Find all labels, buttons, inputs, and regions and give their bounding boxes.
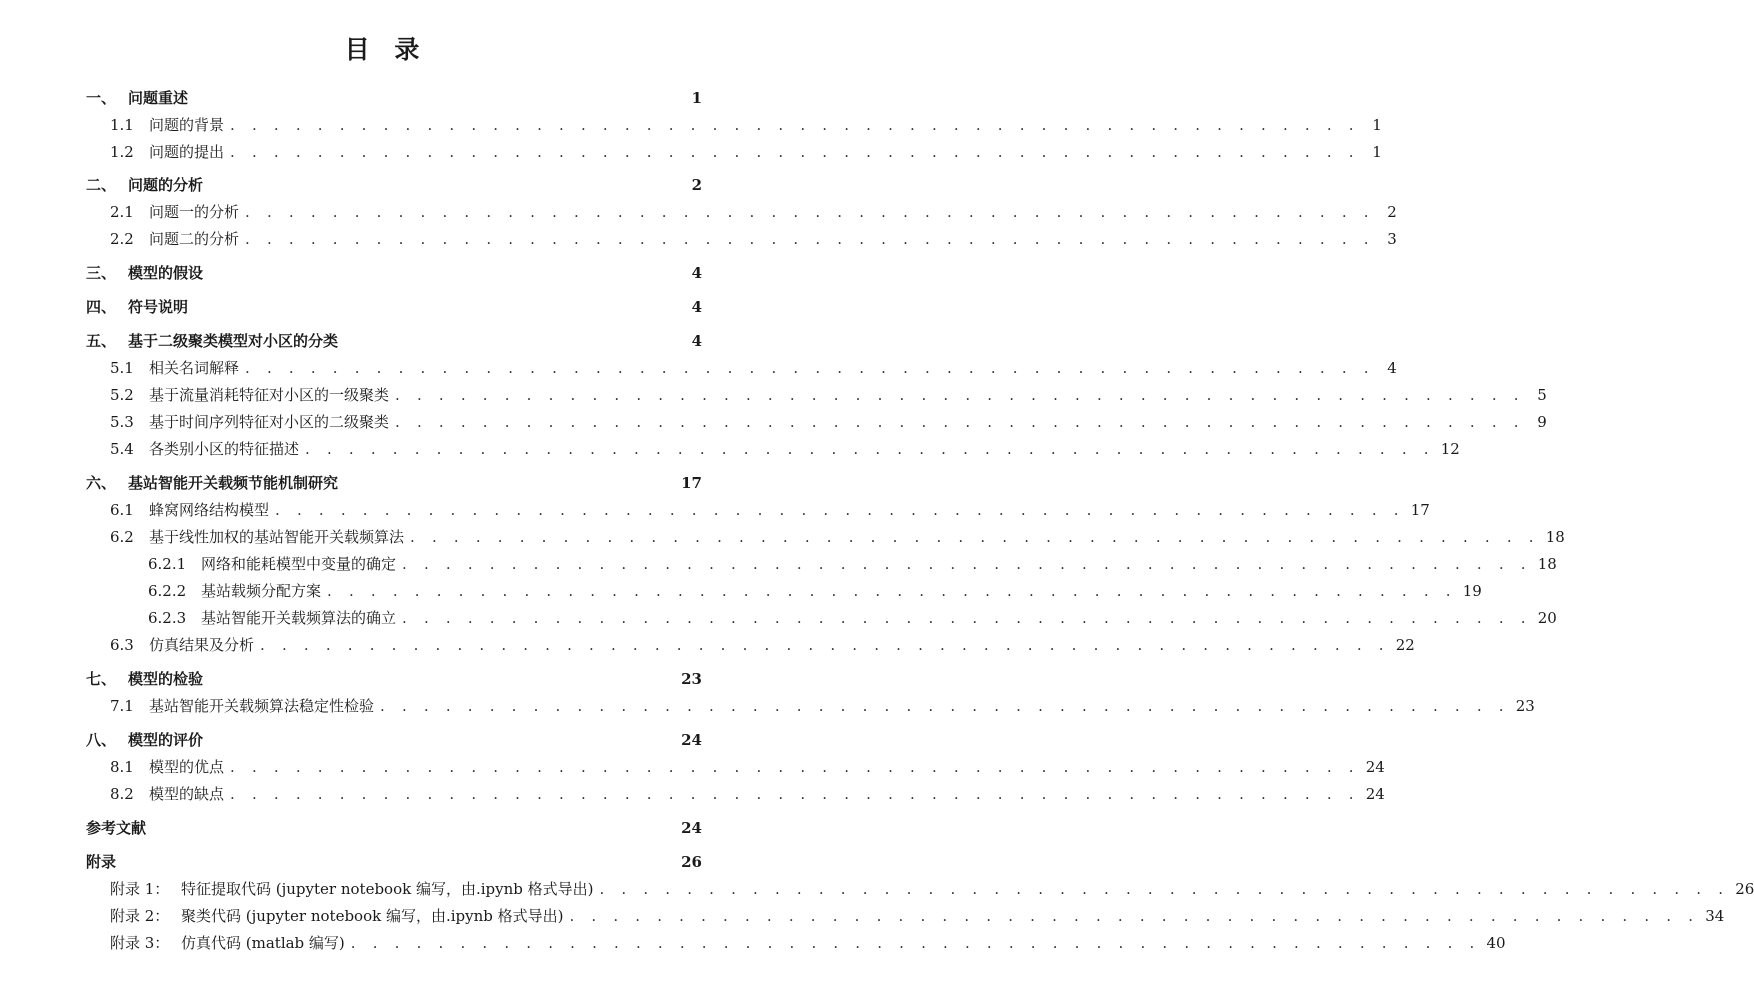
toc-section-8[interactable]: 八、 模型的评价 24 bbox=[86, 731, 702, 749]
toc-subsubsection-6-2-1[interactable]: 6.2.1 网络和能耗模型中变量的确定 . . . . . . . . . . . . . . . . . . . . . . . . . . . . . . . . . . . . . . . . . . . . . . . . . . . . 18 bbox=[148, 555, 1557, 573]
toc-section-5[interactable]: 五、 基于二级聚类模型对小区的分类 4 bbox=[86, 332, 702, 350]
toc-subsection-8-2[interactable]: 8.2 模型的缺点 . . . . . . . . . . . . . . . . . . . . . . . . . . . . . . . . . . . . . . . . . . . . . . . . . . . . 24 bbox=[110, 785, 1385, 803]
toc-subsection-1-2[interactable]: 1.2 问题的提出 . . . . . . . . . . . . . . . . . . . . . . . . . . . . . . . . . . . . . . . . . . . . . . . . . . . . 1 bbox=[110, 143, 1382, 161]
leader-dots: . . . . . . . . . . . . . . . . . . . . . . . . . . . . . . . . . . . . . . . . . . . . . . . . . . . . bbox=[327, 582, 1457, 600]
toc-section-1[interactable]: 一、 问题重述 1 bbox=[86, 89, 702, 107]
toc-appendix-2[interactable]: 附录 2： 聚类代码 (jupyter notebook 编写，由.ipynb 格式导出) . . . . . . . . . . . . . . . . . . . . . . . . . . . . . . . . . . . . . . . . . . . . . . . . . . . . 34 bbox=[110, 907, 1725, 925]
toc-title: 目 录 bbox=[344, 35, 428, 64]
toc-appendix-3[interactable]: 附录 3： 仿真代码 (matlab 编写) . . . . . . . . . . . . . . . . . . . . . . . . . . . . . . . . . . . . . . . . . . . . . . . . . . . . 40 bbox=[110, 934, 1506, 952]
toc-section-references[interactable]: 参考文献 24 bbox=[86, 819, 702, 837]
toc-subsection-1-1[interactable]: 1.1 问题的背景 . . . . . . . . . . . . . . . . . . . . . . . . . . . . . . . . . . . . . . . . . . . . . . . . . . . . 1 bbox=[110, 116, 1382, 134]
toc-subsection-5-1[interactable]: 5.1 相关名词解释 . . . . . . . . . . . . . . . . . . . . . . . . . . . . . . . . . . . . . . . . . . . . . . . . . . . . 4 bbox=[110, 359, 1397, 377]
leader-dots: . . . . . . . . . . . . . . . . . . . . . . . . . . . . . . . . . . . . . . . . . . . . . . . . . . . . bbox=[569, 907, 1700, 925]
toc-section-2[interactable]: 二、 问题的分析 2 bbox=[86, 176, 702, 194]
toc-section-6[interactable]: 六、 基站智能开关载频节能机制研究 17 bbox=[86, 474, 702, 492]
leader-dots: . . . . . . . . . . . . . . . . . . . . . . . . . . . . . . . . . . . . . . . . . . . . . . . . . . . . bbox=[350, 934, 1481, 952]
toc-subsubsection-6-2-3[interactable]: 6.2.3 基站智能开关载频算法的确立 . . . . . . . . . . . . . . . . . . . . . . . . . . . . . . . . . . . . . . . . . . . . . . . . . . . . 20 bbox=[148, 609, 1557, 627]
toc-subsection-8-1[interactable]: 8.1 模型的优点 . . . . . . . . . . . . . . . . . . . . . . . . . . . . . . . . . . . . . . . . . . . . . . . . . . . . 24 bbox=[110, 758, 1385, 776]
leader-dots: . . . . . . . . . . . . . . . . . . . . . . . . . . . . . . . . . . . . . . . . . . . . . . . . . . . . bbox=[599, 880, 1730, 898]
toc-subsection-6-3[interactable]: 6.3 仿真结果及分析 . . . . . . . . . . . . . . . . . . . . . . . . . . . . . . . . . . . . . . . . . . . . . . . . . . . . 22 bbox=[110, 636, 1415, 654]
leader-dots: . . . . . . . . . . . . . . . . . . . . . . . . . . . . . . . . . . . . . . . . . . . . . . . . . . . . bbox=[410, 528, 1540, 546]
toc-subsection-6-1[interactable]: 6.1 蜂窝网络结构模型 . . . . . . . . . . . . . . . . . . . . . . . . . . . . . . . . . . . . . . . . . . . . . . . . . . . . 17 bbox=[110, 501, 1430, 519]
leader-dots: . . . . . . . . . . . . . . . . . . . . . . . . . . . . . . . . . . . . . . . . . . . . . . . . . . . . bbox=[230, 116, 1360, 134]
leader-dots: . . . . . . . . . . . . . . . . . . . . . . . . . . . . . . . . . . . . . . . . . . . . . . . . . . . . bbox=[245, 203, 1375, 221]
leader-dots: . . . . . . . . . . . . . . . . . . . . . . . . . . . . . . . . . . . . . . . . . . . . . . . . . . . . bbox=[305, 440, 1435, 458]
toc-subsection-2-2[interactable]: 2.2 问题二的分析 . . . . . . . . . . . . . . . . . . . . . . . . . . . . . . . . . . . . . . . . . . . . . . . . . . . . 3 bbox=[110, 230, 1397, 248]
leader-dots: . . . . . . . . . . . . . . . . . . . . . . . . . . . . . . . . . . . . . . . . . . . . . . . . . . . . bbox=[230, 143, 1360, 161]
leader-dots: . . . . . . . . . . . . . . . . . . . . . . . . . . . . . . . . . . . . . . . . . . . . . . . . . . . . bbox=[402, 609, 1532, 627]
leader-dots: . . . . . . . . . . . . . . . . . . . . . . . . . . . . . . . . . . . . . . . . . . . . . . . . . . . . bbox=[245, 359, 1375, 377]
toc-subsubsection-6-2-2[interactable]: 6.2.2 基站载频分配方案 . . . . . . . . . . . . . . . . . . . . . . . . . . . . . . . . . . . . . . . . . . . . . . . . . . . . 19 bbox=[148, 582, 1482, 600]
leader-dots: . . . . . . . . . . . . . . . . . . . . . . . . . . . . . . . . . . . . . . . . . . . . . . . . . . . . bbox=[230, 785, 1360, 803]
toc-section-4[interactable]: 四、 符号说明 4 bbox=[86, 298, 702, 316]
leader-dots: . . . . . . . . . . . . . . . . . . . . . . . . . . . . . . . . . . . . . . . . . . . . . . . . . . . . bbox=[395, 386, 1525, 404]
toc-section-3[interactable]: 三、 模型的假设 4 bbox=[86, 264, 702, 282]
toc-section-appendix[interactable]: 附录 26 bbox=[86, 853, 702, 871]
toc-subsection-2-1[interactable]: 2.1 问题一的分析 . . . . . . . . . . . . . . . . . . . . . . . . . . . . . . . . . . . . . . . . . . . . . . . . . . . . 2 bbox=[110, 203, 1397, 221]
toc-subsection-6-2[interactable]: 6.2 基于线性加权的基站智能开关载频算法 . . . . . . . . . . . . . . . . . . . . . . . . . . . . . . . . . . . . . . . . . . . . . . . . . . . . 18 bbox=[110, 528, 1565, 546]
toc-subsection-5-2[interactable]: 5.2 基于流量消耗特征对小区的一级聚类 . . . . . . . . . . . . . . . . . . . . . . . . . . . . . . . . . . . . . . . . . . . . . . . . . . . . 5 bbox=[110, 386, 1547, 404]
leader-dots: . . . . . . . . . . . . . . . . . . . . . . . . . . . . . . . . . . . . . . . . . . . . . . . . . . . . bbox=[402, 555, 1532, 573]
toc-subsection-5-3[interactable]: 5.3 基于时间序列特征对小区的二级聚类 . . . . . . . . . . . . . . . . . . . . . . . . . . . . . . . . . . . . . . . . . . . . . . . . . . . . 9 bbox=[110, 413, 1547, 431]
leader-dots: . . . . . . . . . . . . . . . . . . . . . . . . . . . . . . . . . . . . . . . . . . . . . . . . . . . . bbox=[395, 413, 1525, 431]
leader-dots: . . . . . . . . . . . . . . . . . . . . . . . . . . . . . . . . . . . . . . . . . . . . . . . . . . . . bbox=[230, 758, 1360, 776]
leader-dots: . . . . . . . . . . . . . . . . . . . . . . . . . . . . . . . . . . . . . . . . . . . . . . . . . . . . bbox=[245, 230, 1375, 248]
leader-dots: . . . . . . . . . . . . . . . . . . . . . . . . . . . . . . . . . . . . . . . . . . . . . . . . . . . . bbox=[275, 501, 1405, 519]
toc-subsection-5-4[interactable]: 5.4 各类别小区的特征描述 . . . . . . . . . . . . . . . . . . . . . . . . . . . . . . . . . . . . . . . . . . . . . . . . . . . . 12 bbox=[110, 440, 1460, 458]
leader-dots: . . . . . . . . . . . . . . . . . . . . . . . . . . . . . . . . . . . . . . . . . . . . . . . . . . . . bbox=[260, 636, 1390, 654]
toc-subsection-7-1[interactable]: 7.1 基站智能开关载频算法稳定性检验 . . . . . . . . . . . . . . . . . . . . . . . . . . . . . . . . . . . . . . . . . . . . . . . . . . . . 23 bbox=[110, 697, 1535, 715]
leader-dots: . . . . . . . . . . . . . . . . . . . . . . . . . . . . . . . . . . . . . . . . . . . . . . . . . . . . bbox=[380, 697, 1510, 715]
toc-appendix-1[interactable]: 附录 1： 特征提取代码 (jupyter notebook 编写，由.ipynb 格式导出) . . . . . . . . . . . . . . . . . . . . . . . . . . . . . . . . . . . . . . . . . . . . . . . . . . . . 26 bbox=[110, 880, 1754, 898]
toc-section-7[interactable]: 七、 模型的检验 23 bbox=[86, 670, 702, 688]
